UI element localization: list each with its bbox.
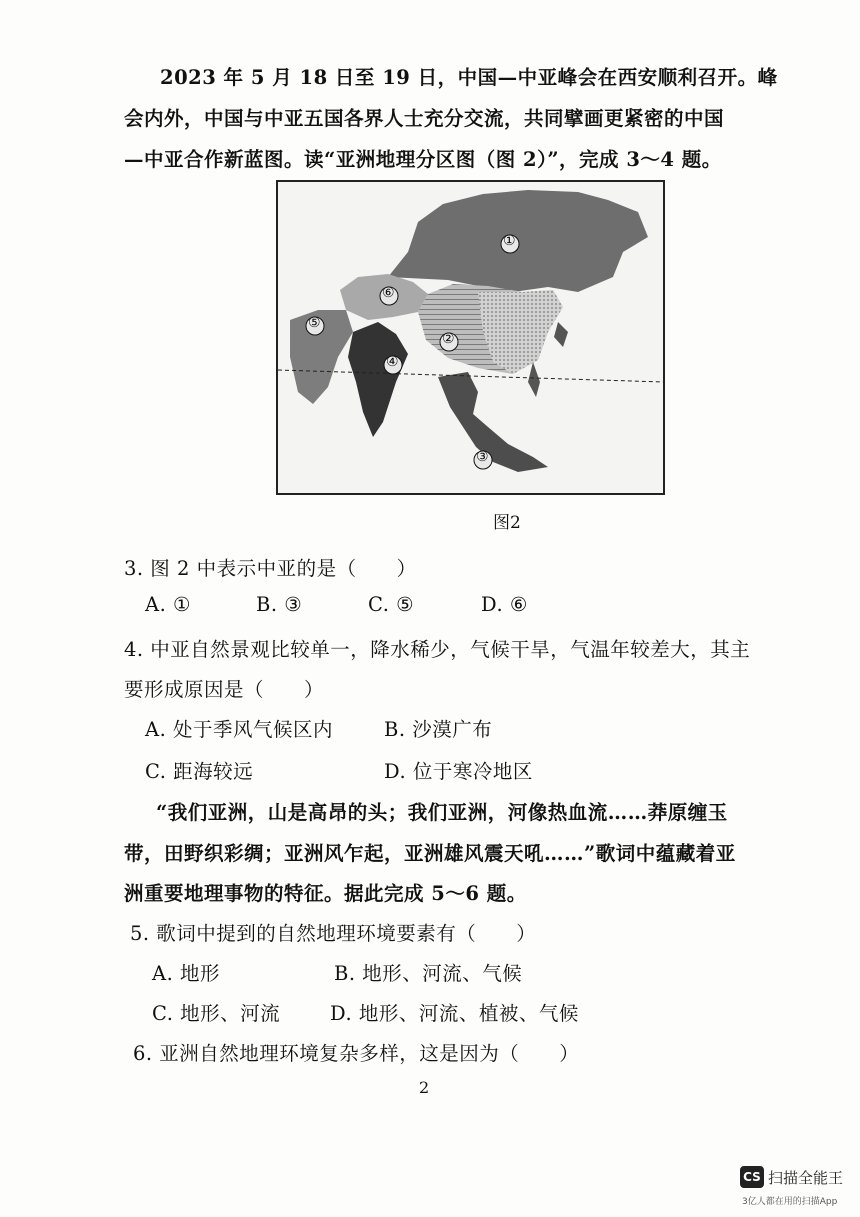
q3-option-a: A. ① [145,593,191,616]
asia-region-map [276,180,665,495]
q4-option-d: D. 位于寒冷地区 [384,760,533,783]
scanner-watermark [740,1166,850,1210]
intro-line-3: —中亚合作新蓝图。读“亚洲地理分区图（图 2）”，完成 3～4 题。 [124,148,722,171]
q3-option-b: B. ③ [256,593,303,616]
intro-line-1: 2023 年 5 月 18 日至 19 日，中国—中亚峰会在西安顺利召开。峰 [160,66,778,89]
passage-line-3: 洲重要地理事物的特征。据此完成 5～6 题。 [124,882,527,905]
intro-line-2: 会内外，中国与中亚五国各界人士充分交流，共同擘画更紧密的中国 [124,107,725,130]
q5-stem: 5. 歌词中提到的自然地理环境要素有（ ） [130,922,537,945]
q4-stem-line-1: 4. 中亚自然景观比较单一，降水稀少，气候干旱，气温年较差大，其主 [124,638,751,661]
map-label-4: ④ [386,354,399,370]
map-label-2: ② [442,331,455,347]
q4-option-a: A. 处于季风气候区内 [145,718,333,741]
map-label-3: ③ [476,449,489,465]
page-number: 2 [419,1078,430,1097]
watermark-tagline: 3亿人都在用的扫描App [742,1197,838,1207]
figure-caption: 图2 [493,513,521,533]
q4-option-b: B. 沙漠广布 [384,718,493,741]
passage-line-2: 带，田野织彩绸；亚洲风乍起，亚洲雄风震天吼……”歌词中蕴藏着亚 [124,842,736,865]
q5-option-c: C. 地形、河流 [152,1002,281,1025]
q3-option-c: C. ⑤ [368,593,415,616]
map-label-5: ⑤ [308,315,321,331]
q3-option-d: D. ⑥ [481,593,528,616]
q5-option-d: D. 地形、河流、植被、气候 [330,1002,579,1025]
region-south-asia [348,322,408,437]
q5-option-a: A. 地形 [152,962,220,985]
camscanner-logo-icon: CS [740,1166,764,1188]
q6-stem: 6. 亚洲自然地理环境复杂多样，这是因为（ ） [133,1042,580,1065]
q4-stem-line-2: 要形成原因是（ ） [124,678,325,701]
passage-line-1: “我们亚洲，山是高昂的头；我们亚洲，河像热血流……莽原缠玉 [156,801,728,824]
map-label-6: ⑥ [382,285,395,301]
asia-map-drawing [278,182,663,493]
q3-stem: 3. 图 2 中表示中亚的是（ ） [124,557,417,580]
q5-option-b: B. 地形、河流、气候 [334,962,523,985]
q4-option-c: C. 距海较远 [145,760,254,783]
map-label-1: ① [503,233,516,249]
watermark-name: 扫描全能王 [768,1169,844,1187]
